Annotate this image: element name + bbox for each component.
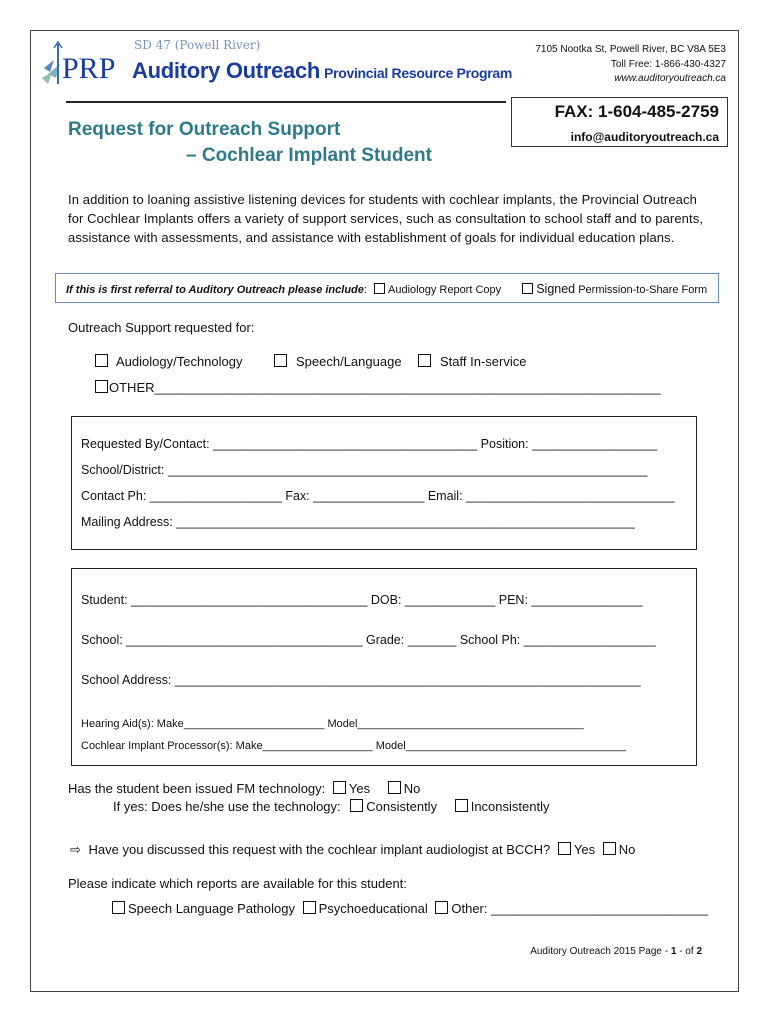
permission-form-checkbox[interactable]: [522, 283, 533, 294]
inconsistently-checkbox[interactable]: [455, 799, 468, 812]
bcch-yes-label: Yes: [573, 842, 596, 857]
hearing-aid-field[interactable]: Hearing Aid(s): Make_______________________ Model_____________________________________: [81, 718, 584, 730]
page-title: Request for Outreach Support: [68, 119, 341, 140]
other-report-checkbox[interactable]: [435, 901, 448, 914]
bcch-yes-checkbox[interactable]: [558, 842, 571, 855]
referral-box: [55, 273, 719, 303]
reports-options-row: [112, 901, 708, 916]
student-field[interactable]: Student: __________________________________ DOB: _____________ PEN: ________________: [81, 593, 643, 607]
mailing-address-field[interactable]: Mailing Address: __________________________________________________________________: [81, 515, 636, 529]
page-footer: [530, 946, 702, 957]
email-link[interactable]: info@auditoryoutreach.ca: [570, 130, 719, 144]
reports-heading: Please indicate which reports are available for this student:: [68, 876, 407, 891]
referral-colon: :: [363, 284, 367, 296]
page-number: 1: [670, 946, 677, 957]
contact-phone-field[interactable]: Contact Ph: ___________________ Fax: ________________ Email: ______________________________: [81, 489, 675, 503]
fm-yes-checkbox[interactable]: [333, 781, 346, 794]
arrow-right-icon: ⇨: [70, 842, 81, 857]
speech-language-label: Speech/Language: [296, 354, 402, 369]
audiology-technology-label: Audiology/Technology: [116, 354, 243, 369]
speech-option: [274, 354, 402, 369]
speech-language-checkbox[interactable]: [274, 354, 287, 367]
requested-by-field[interactable]: Requested By/Contact: ______________________________________ Position: __________________: [81, 437, 658, 451]
page-subtitle: – Cochlear Implant Student: [186, 145, 432, 166]
other-field[interactable]: OTHER______________________________________________________________________: [109, 380, 661, 395]
bcch-no-checkbox[interactable]: [603, 842, 616, 855]
psychoeducational-checkbox[interactable]: [303, 901, 316, 914]
other-report-field[interactable]: Other: ______________________________: [451, 901, 709, 916]
fm-followup-row: [113, 799, 549, 814]
brand-title: [132, 58, 512, 84]
audiology-technology-checkbox[interactable]: [95, 354, 108, 367]
support-options-row: [95, 354, 242, 369]
psychoeducational-label: Psychoeducational: [318, 901, 428, 916]
school-district-field[interactable]: School/District: _____________________________________________________________________: [81, 463, 648, 477]
fm-no-label: No: [403, 781, 421, 796]
slp-checkbox[interactable]: [112, 901, 125, 914]
referral-prompt: If this is first referral to Auditory Outreach please include: [66, 284, 364, 296]
fm-followup: If yes: Does he/she use the technology:: [113, 799, 341, 814]
brand-name: Auditory Outreach: [132, 58, 321, 83]
footer-prefix: Auditory Outreach 2015 Page: [530, 946, 662, 957]
permission-form-label: Permission-to-Share Form: [578, 284, 708, 296]
tollfree-line: Toll Free: 1-866-430-4327: [610, 59, 726, 70]
other-option: [95, 380, 661, 395]
bcch-no-label: No: [618, 842, 636, 857]
intro-paragraph: In addition to loaning assistive listening devices for students with cochlear implants, the Provincial Outreach for Cochlear Implants offers a variety of support services, such as consultation to school staff and to parents, assistance with assessments, and assistance with establishment of goals for individual education plans.: [68, 192, 704, 245]
staff-inservice-checkbox[interactable]: [418, 354, 431, 367]
prp-logo-icon: [40, 38, 126, 88]
fax-box: [511, 97, 728, 147]
sd-label: SD 47 (Powell River): [134, 38, 261, 52]
fm-no-checkbox[interactable]: [388, 781, 401, 794]
audiology-report-label: Audiology Report Copy: [388, 284, 502, 296]
staff-option: [418, 354, 526, 369]
consistently-checkbox[interactable]: [350, 799, 363, 812]
website-link[interactable]: www.auditoryoutreach.ca: [614, 73, 726, 84]
audiology-report-checkbox[interactable]: [374, 283, 385, 294]
footer-sep1: -: [661, 946, 671, 957]
fm-question-row: [68, 781, 420, 796]
school-field[interactable]: School: __________________________________ Grade: _______ School Ph: ___________________: [81, 633, 656, 647]
consistently-label: Consistently: [366, 799, 438, 814]
fm-yes-label: Yes: [348, 781, 371, 796]
bcch-row: [70, 842, 635, 858]
header-rule: [66, 101, 506, 103]
page-total: 2: [696, 946, 702, 957]
ci-processor-field[interactable]: Cochlear Implant Processor(s): Make__________________ Model____________________________________: [81, 740, 626, 752]
staff-inservice-label: Staff In-service: [440, 354, 527, 369]
slp-label: Speech Language Pathology: [128, 901, 295, 916]
other-checkbox[interactable]: [95, 380, 108, 393]
brand-subtitle: Provincial Resource Program: [324, 65, 513, 81]
footer-sep2: - of: [676, 946, 697, 957]
inconsistently-label: Inconsistently: [470, 799, 550, 814]
address-line: 7105 Nootka St, Powell River, BC V8A 5E3: [535, 44, 726, 55]
fm-question: Has the student been issued FM technology:: [68, 781, 326, 796]
bcch-question: Have you discussed this request with the cochlear implant audiologist at BCCH?: [88, 842, 551, 857]
fax-number: FAX: 1-604-485-2759: [554, 102, 719, 121]
school-address-field[interactable]: School Address: ___________________________________________________________________: [81, 673, 641, 687]
logo-text: PRP: [62, 52, 116, 85]
support-heading: Outreach Support requested for:: [68, 320, 255, 335]
signed-label: Signed: [536, 282, 576, 296]
